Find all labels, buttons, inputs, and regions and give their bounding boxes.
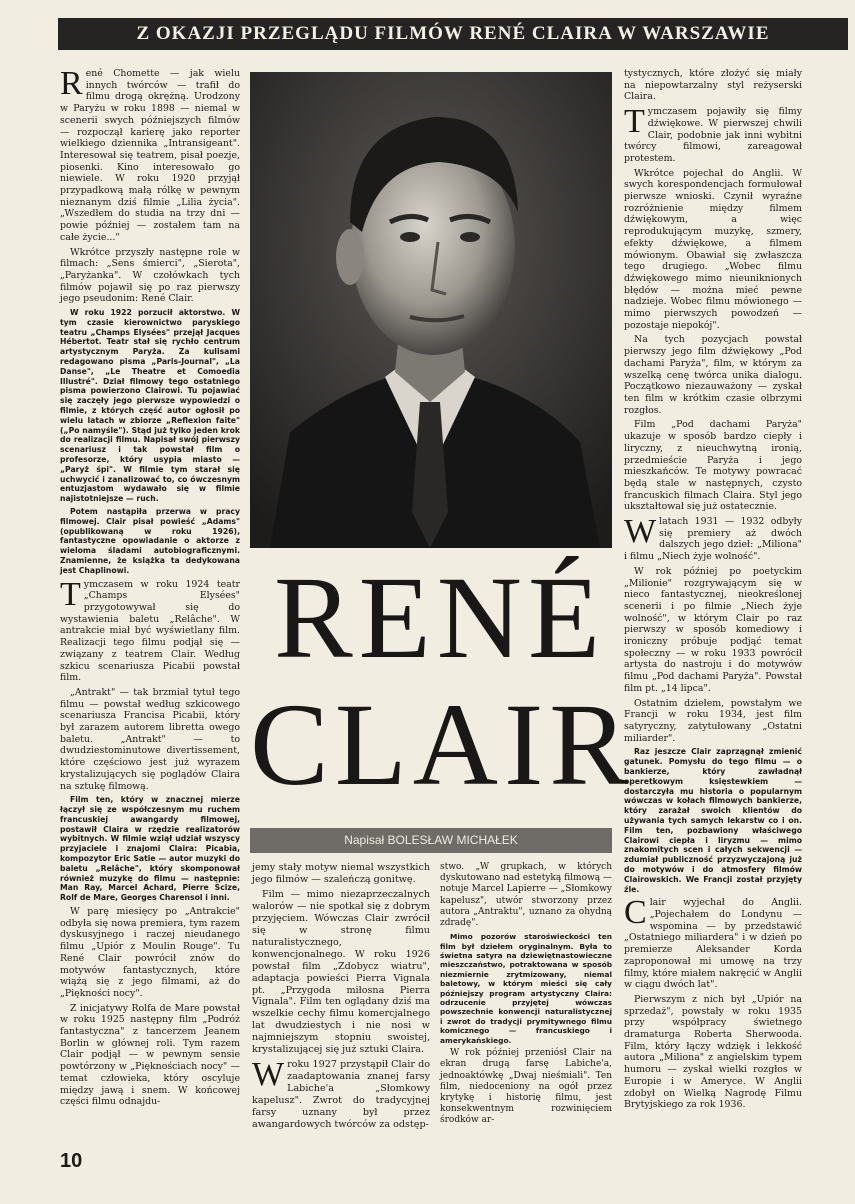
page-number: 10	[60, 1150, 83, 1172]
paragraph: Clair wyjechał do Anglii. „Pojechałem do Londynu — wspomina — by przedstawić „Ostatniego miliardera" i w dzień po premierze Aleksander Korda zaproponował mi umowę na trzy filmy, które miałem nakręcić w Anglii w ciągu dwóch lat".	[624, 894, 802, 991]
paragraph: Wlatach 1931 — 1932 odbyły się premiery aż dwóch dalszych jego dzieł: „Miliona" i filmu „Niech żyje wolność".	[624, 513, 802, 563]
paragraph: Wroku 1927 przystąpił Clair do zaadaptowania znanej farsy Labiche'a „Słomkowy kapelusz". Zwrot do tradycyjnej farsy uznany był przez awangardowych twórców za odstęp-	[252, 1056, 430, 1131]
column-2	[252, 862, 430, 1134]
paragraph: W rok później po poetyckim „Milionie" rozgrywającym się w nieco fantastycznej, nieokreślonej scenerii i po filmie „Niech żyje wolność", w którym Clair po raz pierwszy w sposób komediowy i ironiczny próbuje podjąć temat społeczny — w roku 1933 powrócił artysta do nastroju i do motywów filmu „Pod dachami Paryża". Powstał film pt. „14 lipca".	[624, 565, 802, 694]
paragraph-bold: Film ten, który w znacznej mierze łączył się ze współczesnym mu ruchem francuskiej awangardy filmowej, postawił Claira w rzędzie realizatorów wybitnych. W filmie wziął udział wszyscy przyjaciele i znajomi Claira: Picabia, kompozytor Eric Satie — autor muzyki do baletu „Relâche", który skomponował również muzykę do filmu — następnie: Man Ray, Marcel Achard, Pierre Scize, Rolf de Mare, Georges Charensol i inni.	[60, 795, 240, 903]
title-first-name: RENÉ	[273, 552, 607, 683]
paragraph: Ostatnim dziełem, powstałym we Francji w roku 1934, jest film satyryczny, zatytułowany „Ostatni miliarder".	[624, 697, 802, 744]
paragraph: stwo. „W grupkach, w których dyskutowano nad estetyką filmową — notuje Marcel Lapierre — „Słomkowy kapelusz", utwór stworzony przez autora „Antraktu", uznano za ohydną zdradę".	[440, 862, 612, 929]
paragraph: Film „Pod dachami Paryża" ukazuje w sposób bardzo ciepły i liryczny, z nieuchwytną ironią, przedmieście Paryża i jego mieszkańców. Te motywy powracać będą stale w następnych, czysto francuskich filmach Claira. Styl jego ukształtował się już ostatecznie.	[624, 419, 802, 513]
paragraph: W parę miesięcy po „Antrakcie" odbyła się nowa premiera, tym razem dyskusyjnego i raczej nieudanego filmu „Upiór z Moulin Rouge". Tu René Clair powrócił znów do motywów fantastycznych, które wiążą się z jego filmami, aż do „Piękności nocy".	[60, 906, 240, 999]
column-1	[60, 65, 240, 1111]
paragraph: Tymczasem pojawiły się filmy dźwiękowe. W pierwszej chwili Clair, podobnie jak inni wybitni twórcy filmowi, zareagował protestem.	[624, 103, 802, 164]
drop-cap: R	[60, 65, 83, 102]
paragraph: Tymczasem w roku 1924 teatr „Champs Elysées" przygotowywał się do wystawienia baletu „Relâche". W antrakcie miał być wyświetlany film. Realizacji tego filmu podjął się — związany z teatrem Clair. Według szkicu scenariusza Picabii powstał film.	[60, 575, 240, 684]
article-banner: Z OKAZJI PRZEGLĄDU FILMÓW RENÉ CLAIRA W WARSZAWIE	[58, 18, 848, 50]
column-4	[624, 68, 802, 1114]
paragraph: Wkrótce pojechał do Anglii. W swych korespondencjach formułował pierwsze wnioski. Czynił wyraźne rozróżnienie między filmem dźwiękowym, a więc reprodukującym muzykę, szmery, efekty dźwiękowe, a filmem mówionym. Obawiał się zwłaszcza tego drugiego. „Wobec filmu dźwiękowego mimo nieuniknionych błędów — można mieć pewne nadzieje. Wobec filmu mówionego — mimo pierwszych powodzeń — pozostaje niepokój".	[624, 167, 802, 331]
portrait-photo	[250, 72, 612, 548]
byline: Napisał BOLESŁAW MICHAŁEK	[250, 828, 612, 853]
paragraph: Pierwszym z nich był „Upiór na sprzedaż", powstały w roku 1935 przy współpracy świetnego dramaturga Roberta Sherwooda. Film, który łączy wdzięk i lekkość autora „Miliona" z angielskim typem humoru — zyskał wielki rozgłos w Europie i w Ameryce. W Anglii zdobył on Wielką Nagrodę Filmu Brytyjskiego za rok 1936.	[624, 993, 802, 1111]
portrait-photo-icon	[250, 72, 612, 548]
paragraph: jemy stały motyw niemal wszystkich jego filmów — szaleńczą gonitwę.	[252, 862, 430, 885]
paragraph: W rok później przeniósł Clair na ekran drugą farsę Labiche'a, jednoaktówkę „Dwaj nieśmiali". Ten film, niedoceniony na ogół przez krytykę i historię filmu, jest konsekwentnym rozwinięciem środków ar-	[440, 1048, 612, 1126]
paragraph-bold: Potem nastąpiła przerwa w pracy filmowej. Clair pisał powieść „Adams" (opublikowaną w roku 1926), fantastyczne opowiadanie o aktorze z wieloma śladami autobiograficznymi. Znamienne, że książka ta dedykowana jest Chaplinowi.	[60, 507, 240, 575]
drop-cap: T	[624, 103, 645, 141]
paragraph: Z inicjatywy Rolfa de Mare powstał w roku 1925 następny film „Podróż fantastyczna" z tancerzem Jeanem Borlin w głównej roli. Tym razem Clair podjął — w pewnym sensie powtórzony w „Pięknościach nocy" — temat człowieka, który oscyluje między jawą i snem. W końcowej części filmu odnajdu-	[60, 1002, 240, 1108]
paragraph-bold: W roku 1922 porzucił aktorstwo. W tym czasie kierownictwo paryskiego teatru „Champs Elysées" przejął Jacques Hébertot. Teatr stał się rychło centrum artystycznym Paryża. Za kulisami redagowano pisma „Paris-Journal", „La Danse", „Le Theatre et Comoedia Illustré". Dział filmowy tego ostatniego pisma powierzono Clairowi. Tu pojawiać się zaczęły jego pierwsze wypowiedzi o filmie, z których część autor ogłosił po wielu latach w zbiorze „Reflexion faite" („Po namyśle"). Stąd już tylko jeden krok do realizacji filmu. Napisał swój pierwszy scenariusz i tak powstał film o profesorze, który usypia miasto — „Paryż śpi". W filmie tym starał się uchwycić i zanalizować to, co ówczesnym entuzjastom wydawało się w filmie najistotniejsze — ruch.	[60, 308, 240, 504]
paragraph: Film — mimo niezaprzeczalnych walorów — nie spotkał się z dobrym przyjęciem. Wówczas Clair zwrócił się w stronę filmu naturalistycznego, konwencjonalnego. W roku 1926 powstał film „Zdobycz wiatru", adaptacja powieści Pierra Vignala pt. „Przygoda miłosna Pierra Vignala". Film ten oglądany dziś ma wszelkie cechy filmu komercjalnego lat dwudziestych i nie nosi w najmniejszym stopniu swoistej, krystalizującej się już sztuki Claira.	[252, 888, 430, 1056]
paragraph: René Chomette — jak wielu innych twórców — trafił do filmu drogą okrężną. Urodzony w Paryżu w roku 1898 — niemal w scenerii swych późniejszych filmów — rozpoczął karierę jako reporter wielkiego dziennika „Intransigeant". Interesował się teatrem, pisał poezje, piosenki. Kino interesowało go niewiele. W roku 1920 przyjął przypadkową małą rólkę w pewnym nieznanym dziś filmie „Lilia życia". „Wszedłem do studia na trzy dni — powie później — zostałem tam na całe życie..."	[60, 65, 240, 243]
column-3	[440, 862, 612, 1130]
drop-cap: W	[624, 513, 657, 551]
paragraph: Na tych pozycjach powstał pierwszy jego film dźwiękowy „Pod dachami Paryża", film, w którym za wszelką cenę twórca unika dialogu. Początkowo niezauważony — zyskał ten film w krótkim czasie olbrzymi rozgłos.	[624, 334, 802, 416]
paragraph-bold: Raz jeszcze Clair zaprzągnął zmienić gatunek. Pomysłu do tego filmu — o bankierze, który zawładnął operetkowym księstewkiem — dostarczyła mu historia o popularnym wówczas w kołach filmowych bankierze, który zarażał swoich klientów do używania tych samych lekarstw co i on. Film ten, pozbawiony właściwego Clairowi ciepła i liryzmu — mimo znakomitych scen i całych sekwencji — zdumiał publiczność przyzwyczajoną już do motywów i do atmosfery filmów Clairowskich. We Francji został przyjęty źle.	[624, 747, 802, 894]
drop-cap: W	[252, 1056, 285, 1094]
paragraph: tystycznych, które złożyć się miały na niepowtarzalny styl reżyserski Claira.	[624, 68, 802, 103]
title-last-name: CLAIR	[250, 679, 634, 810]
drop-cap: C	[624, 894, 647, 932]
paragraph: „Antrakt" — tak brzmiał tytuł tego filmu — powstał według szkicowego scenariusza Francisa Picabii, który był zarazem autorem libretta owego baletu. „Antrakt" — to dwudziestominutowe divertissement, które częściowo jest już wyrazem krystalizujących się poglądów Claira na sztukę filmową.	[60, 686, 240, 792]
drop-cap: T	[60, 575, 81, 613]
paragraph: Wkrótce przyszły następne role w filmach: „Sens śmierci", „Sierota", „Paryżanka". W czołówkach tych filmów pojawił się po raz pierwszy jego pseudonim: René Clair.	[60, 246, 240, 305]
paragraph-bold: Mimo pozorów staroświeckości ten film był dziełem oryginalnym. Była to świetna satyra na dziewiętnastowieczne mieszczaństwo, potraktowana w sposób niezmiernie zrytmizowany, niemal baletowy, w którym mieści się cały późniejszy program artystyczny Claira: odrzucenie przyjętej wówczas powszechnie konwencji naturalistycznej i zwrot do tradycji prymitywnego filmu komicznego — francuskiego i amerykańskiego.	[440, 932, 612, 1045]
